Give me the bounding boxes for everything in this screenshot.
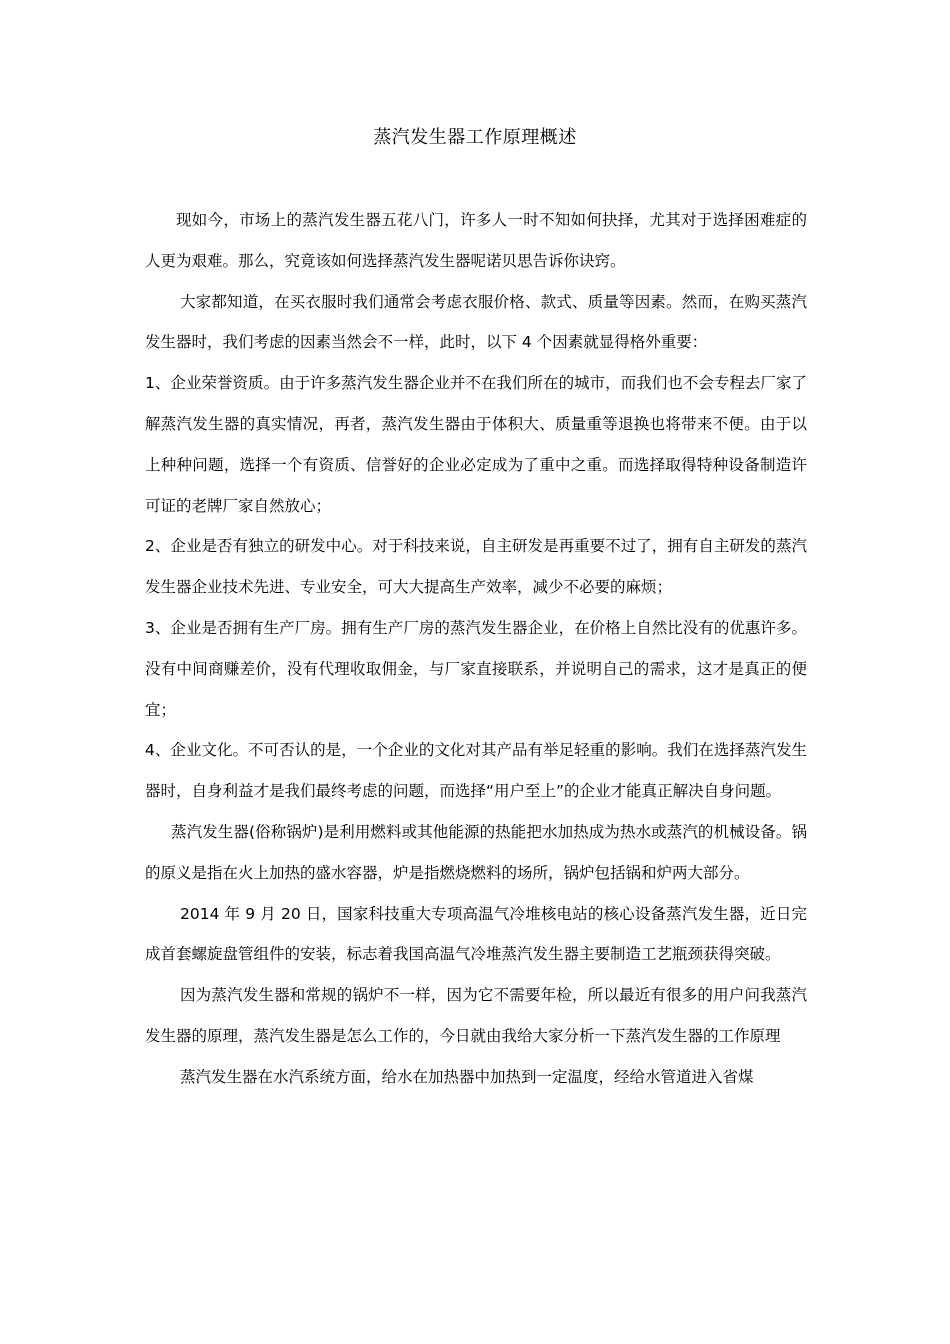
- list-item-rd-center: 2、企业是否有独立的研发中心。对于科技来说，自主研发是再重要不过了，拥有自主研发的蒸汽发生器企业技术先进、专业安全，可大大提高生产效率，减少不必要的麻烦；: [145, 537, 807, 597]
- list-item-honor-qualification: 1、企业荣誉资质。由于许多蒸汽发生器企业并不在我们所在的城市，而我们也不会专程去厂家了解蒸汽发生器的真实情况，再者，蒸汽发生器由于体积大、质量重等退换也将带来不便。由于以上种种问题，选择一个有资质、信誉好的企业必定成为了重中之重。而选择取得特种设备制造许可证的老牌厂家自然放心；: [145, 374, 807, 515]
- paragraph-factors-intro: 大家都知道，在买衣服时我们通常会考虑衣服价格、款式、质量等因素。然而，在购买蒸汽发生器时，我们考虑的因素当然会不一样，此时，以下 4 个因素就显得格外重要：: [145, 292, 807, 352]
- document-title: 蒸汽发生器工作原理概述: [373, 127, 577, 148]
- paragraph-water-system: 蒸汽发生器在水汽系统方面，给水在加热器中加热到一定温度，经给水管道进入省煤: [180, 1067, 754, 1086]
- paragraph-news-2014: 2014 年 9 月 20 日，国家科技重大专项高温气冷堆核电站的核心设备蒸汽发生器，近日完成首套螺旋盘管组件的安装，标志着我国高温气冷堆蒸汽发生器主要制造工艺瓶颈获得突破。: [145, 904, 807, 964]
- paragraph-principle-intro: 因为蒸汽发生器和常规的锅炉不一样，因为它不需要年检，所以最近有很多的用户问我蒸汽发生器的原理，蒸汽发生器是怎么工作的，今日就由我给大家分析一下蒸汽发生器的工作原理: [145, 986, 807, 1045]
- paragraph-definition: 蒸汽发生器(俗称锅炉)是利用燃料或其他能源的热能把水加热成为热水或蒸汽的机械设备。锅的原义是指在火上加热的盛水容器，炉是指燃烧燃料的场所，锅炉包括锅和炉两大部分。: [145, 822, 807, 882]
- list-item-factory: 3、企业是否拥有生产厂房。拥有生产厂房的蒸汽发生器企业，在价格上自然比没有的优惠许多。没有中间商赚差价，没有代理收取佣金，与厂家直接联系，并说明自己的需求，这才是真正的便宜；: [145, 618, 807, 719]
- document-body: [145, 200, 807, 1098]
- paragraph-intro: 现如今，市场上的蒸汽发生器五花八门，许多人一时不知如何抉择，尤其对于选择困难症的人更为艰难。那么，究竟该如何选择蒸汽发生器呢诺贝思告诉你诀窍。: [145, 211, 807, 270]
- list-item-culture: 4、企业文化。不可否认的是，一个企业的文化对其产品有举足轻重的影响。我们在选择蒸汽发生器时，自身利益才是我们最终考虑的问题，而选择“用户至上”的企业才能真正解决自身问题。: [145, 741, 807, 801]
